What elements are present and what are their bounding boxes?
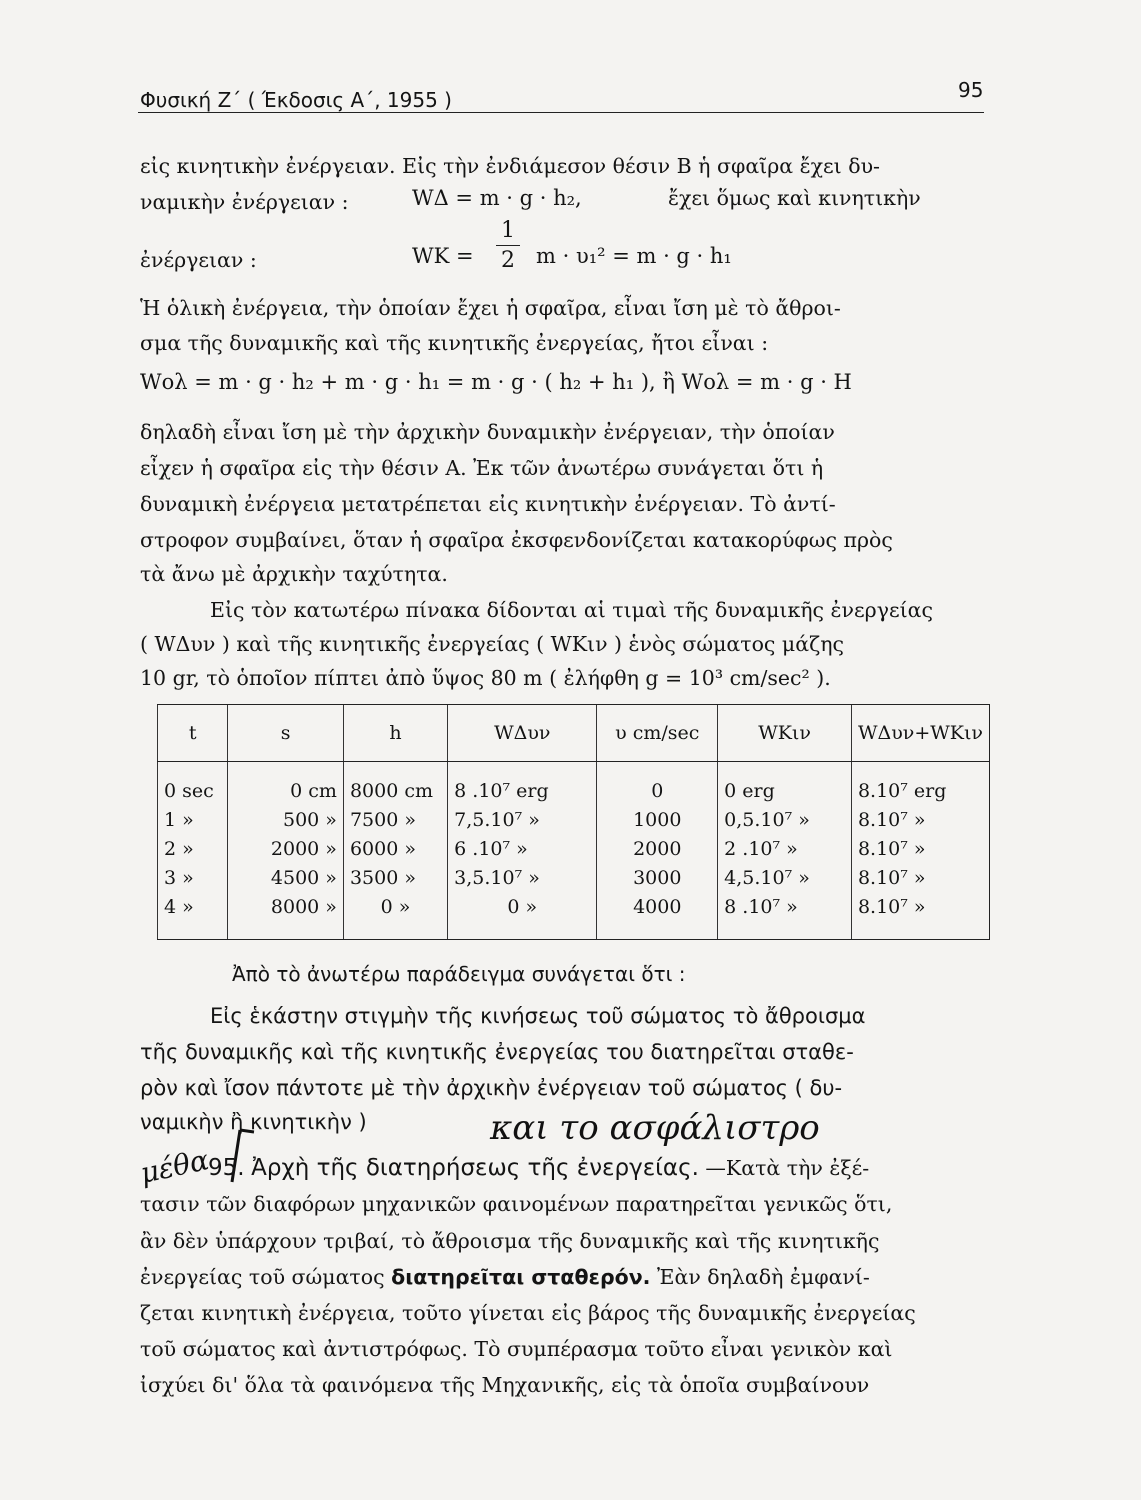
table-cell: 0 sec: [158, 762, 228, 806]
section95-line6: τοῦ σώματος καὶ ἀντιστρόφως. Τὸ συμπέρασμα τοῦτο εἶναι γενικὸν καὶ: [140, 1337, 893, 1361]
table-cell: 3500 »: [343, 863, 447, 892]
energy-table: [157, 704, 990, 940]
section-title: Ἀρχὴ τῆς διατηρήσεως τῆς ἐνεργείας.: [251, 1155, 699, 1181]
formula-kinetic-rhs: m · υ₁² = m · g · h₁: [536, 244, 732, 268]
table-cell: 4,5.10⁷ »: [718, 863, 852, 892]
table-cell: 8 .10⁷ erg: [448, 762, 597, 806]
table-row: [158, 805, 990, 834]
table-header-cell: t: [158, 705, 228, 762]
para2-line7: τὰ ἄνω μὲ ἀρχικὴν ταχύτητα.: [140, 562, 448, 586]
table-header-cell: s: [228, 705, 344, 762]
handwritten-note: και το ασφάλιστρο: [490, 1108, 820, 1148]
table-header-cell: WΔυν: [448, 705, 597, 762]
para4-line2: Εἰς ἑκάστην στιγμὴν τῆς κινήσεως τοῦ σώματος τὸ ἄθροισμα: [210, 1004, 866, 1028]
para2-line6: στροφον συμβαίνει, ὅταν ἡ σφαῖρα ἐκσφενδονίζεται κατακορύφως πρὸς: [140, 528, 893, 552]
para1-line1: εἰς κινητικὴν ἐνέργειαν. Εἰς τὴν ἐνδιάμεσον θέσιν Β ἡ σφαῖρα ἔχει δυ-: [140, 154, 880, 178]
formula-total-energy: Wολ = m · g · h₂ + m · g · h₁ = m · g · ( h₂ + h₁ ), ἢ Wολ = m · g · H: [140, 370, 852, 394]
section95-line4: [140, 1261, 990, 1294]
table-cell: 2 »: [158, 834, 228, 863]
emphasized-text: διατηρεῖται σταθερόν.: [391, 1265, 651, 1289]
table-cell: 1 »: [158, 805, 228, 834]
table-row: [158, 834, 990, 863]
para1-line2-text: ναμικὴν ἐνέργειαν :: [140, 190, 349, 214]
para4-line5: ναμικὴν ἢ κινητικὴν ): [140, 1110, 367, 1134]
table-cell: 8000 »: [228, 892, 344, 940]
table-cell: 0,5.10⁷ »: [718, 805, 852, 834]
para3-line3: 10 gr, τὸ ὁποῖον πίπτει ἀπὸ ὕψος 80 m ( ἐλήφθη g = 10³ cm/sec² ).: [140, 666, 831, 690]
section95-line4-end: Ἐὰν δηλαδὴ ἐμφανί-: [657, 1265, 870, 1289]
table-cell: 3 »: [158, 863, 228, 892]
table-cell: 7,5.10⁷ »: [448, 805, 597, 834]
formula-kinetic-lhs: WK =: [412, 244, 474, 268]
table-cell: 0: [597, 762, 718, 806]
table-row: [158, 863, 990, 892]
table-cell: 500 »: [228, 805, 344, 834]
table-cell: 1000: [597, 805, 718, 834]
table-cell: 4 »: [158, 892, 228, 940]
section95-line4-start: ἐνεργείας τοῦ σώματος: [140, 1265, 385, 1289]
para2-line2: σμα τῆς δυναμικῆς καὶ τῆς κινητικῆς ἐνεργείας, ἤτοι εἶναι :: [140, 331, 769, 355]
table-cell: 6 .10⁷ »: [448, 834, 597, 863]
table-cell: 8.10⁷ »: [851, 834, 989, 863]
para1-line3-text: ἐνέργειαν :: [140, 248, 257, 272]
table-cell: 4500 »: [228, 863, 344, 892]
para4-line4: ρὸν καὶ ἴσον πάντοτε μὲ τὴν ἀρχικὴν ἐνέργειαν τοῦ σώματος ( δυ-: [140, 1076, 843, 1100]
table-row: [158, 892, 990, 940]
para3-line1: Εἰς τὸν κατωτέρω πίνακα δίδονται αἱ τιμαὶ τῆς δυναμικῆς ἐνεργείας: [210, 598, 933, 622]
table-cell: 8.10⁷ »: [851, 892, 989, 940]
page-number: 95: [958, 78, 984, 102]
table-cell: 3,5.10⁷ »: [448, 863, 597, 892]
section95-line5: ζεται κινητικὴ ἐνέργεια, τοῦτο γίνεται εἰς βάρος τῆς δυναμικῆς ἐνεργείας: [140, 1301, 916, 1325]
para2-line4: εἶχεν ἡ σφαῖρα εἰς τὴν θέσιν Α. Ἐκ τῶν ἀνωτέρω συνάγεται ὅτι ἡ: [140, 456, 824, 480]
fraction-numerator: 1: [501, 218, 515, 243]
section95-line2: τασιν τῶν διαφόρων μηχανικῶν φαινομένων παρατηρεῖται γενικῶς ὅτι,: [140, 1192, 893, 1216]
para4-line3: τῆς δυναμικῆς καὶ τῆς κινητικῆς ἐνεργείας του διατηρεῖται σταθε-: [140, 1040, 854, 1064]
table-cell: 4000: [597, 892, 718, 940]
section95-line3: ἂν δὲν ὑπάρχουν τριβαί, τὸ ἄθροισμα τῆς δυναμικῆς καὶ τῆς κινητικῆς: [140, 1229, 880, 1253]
table-cell: 0 cm: [228, 762, 344, 806]
table-cell: 8.10⁷ erg: [851, 762, 989, 806]
handwritten-margin-note: μέθα: [137, 1143, 212, 1190]
table-cell: 3000: [597, 863, 718, 892]
fraction-denominator: 2: [501, 248, 515, 273]
table-cell: 6000 »: [343, 834, 447, 863]
table-header-cell: WΔυν+WΚιν: [851, 705, 989, 762]
table-cell: 2 .10⁷ »: [718, 834, 852, 863]
table-header-cell: υ cm/sec: [597, 705, 718, 762]
table-cell: 8.10⁷ »: [851, 863, 989, 892]
table-cell: 8000 cm: [343, 762, 447, 806]
para3-line2: ( WΔυν ) καὶ τῆς κινητικῆς ἐνεργείας ( WΚιν ) ἑνὸς σώματος μάζης: [140, 632, 844, 656]
para2-line5: δυναμικὴ ἐνέργεια μετατρέπεται εἰς κινητικὴν ἐνέργειαν. Τὸ ἀντί-: [140, 492, 836, 516]
para1-line2-tail: ἔχει ὅμως καὶ κινητικὴν: [668, 186, 921, 210]
fraction-one-half: [496, 218, 520, 273]
table-cell: 0 erg: [718, 762, 852, 806]
table-header-cell: h: [343, 705, 447, 762]
table-cell: 2000 »: [228, 834, 344, 863]
table-cell: 0 »: [343, 892, 447, 940]
table-cell: 8 .10⁷ »: [718, 892, 852, 940]
header-rule: [138, 112, 984, 113]
formula-potential-energy: WΔ = m · g · h₂,: [412, 186, 582, 210]
section95-lead-text: —Κατὰ τὴν ἐξέ-: [705, 1156, 870, 1180]
table-header-cell: WΚιν: [718, 705, 852, 762]
table-header-row: [158, 705, 990, 762]
table-cell: 2000: [597, 834, 718, 863]
fraction-bar: [496, 245, 520, 246]
para2-line1: Ἡ ὁλικὴ ἐνέργεια, τὴν ὁποίαν ἔχει ἡ σφαῖρα, εἶναι ἴση μὲ τὸ ἄθροι-: [140, 296, 841, 320]
section95-line7: ἰσχύει δι' ὅλα τὰ φαινόμενα τῆς Μηχανικῆς, εἰς τὰ ὁποῖα συμβαίνουν: [140, 1373, 870, 1397]
table-row: [158, 762, 990, 806]
section95-heading-line: [208, 1152, 998, 1185]
table-cell: 7500 »: [343, 805, 447, 834]
table-cell: 8.10⁷ »: [851, 805, 989, 834]
running-header: Φυσική Ζ΄ ( Έκδοσις Α΄, 1955 ): [140, 88, 452, 112]
para4-line1: Ἀπὸ τὸ ἀνωτέρω παράδειγμα συνάγεται ὅτι :: [232, 962, 686, 986]
section-number: 95.: [208, 1155, 245, 1181]
para2-line3: δηλαδὴ εἶναι ἴση μὲ τὴν ἀρχικὴν δυναμικὴν ἐνέργειαν, τὴν ὁποίαν: [140, 420, 835, 444]
table-cell: 0 »: [448, 892, 597, 940]
